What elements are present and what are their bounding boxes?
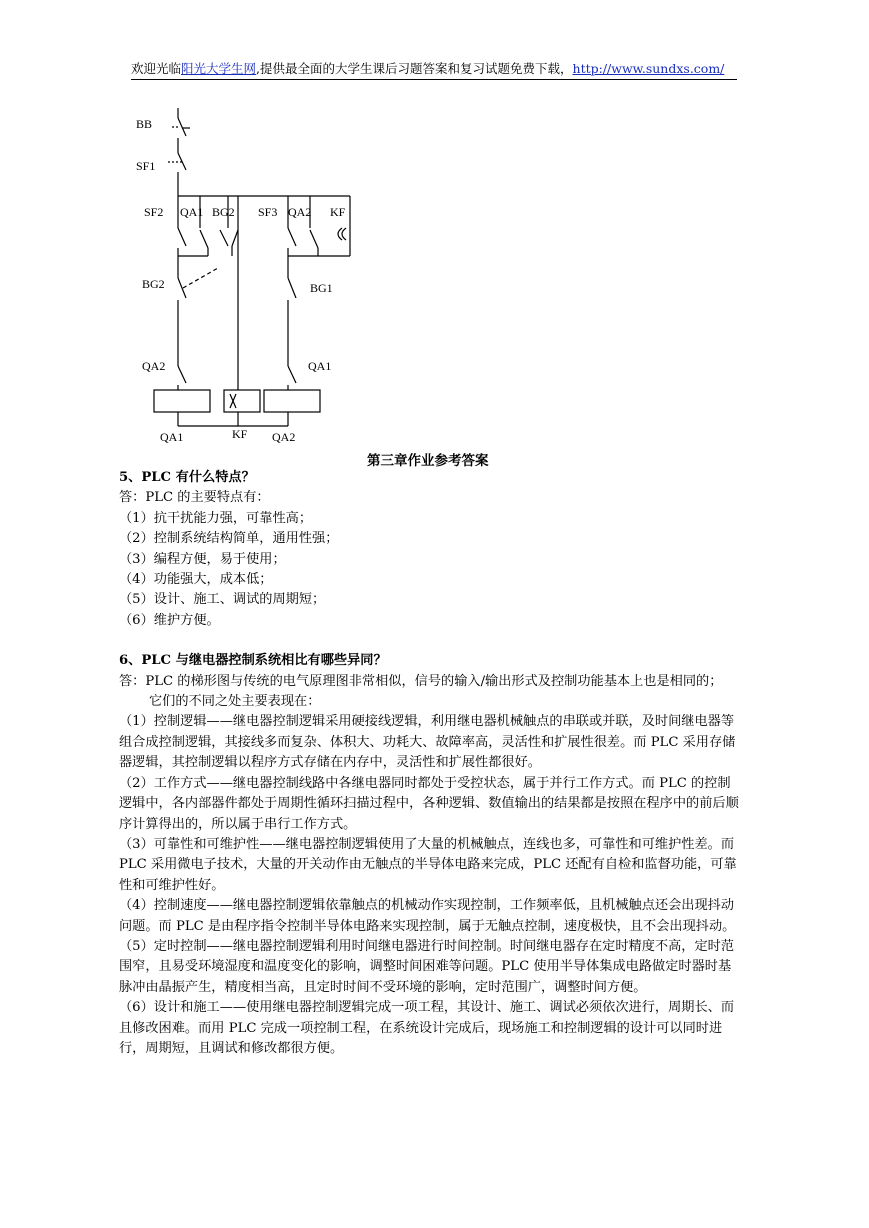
question-5: 5、PLC 有什么特点？ xyxy=(119,470,255,485)
label-bg2-mid: BG2 xyxy=(142,277,165,291)
label-bb: BB xyxy=(136,117,153,131)
site-url-link[interactable]: http://www.sundxs.com/ xyxy=(572,61,725,76)
label-bg2-top: BG2 xyxy=(212,205,235,219)
label-qa2-mid: QA2 xyxy=(142,359,166,373)
answer-5-item: （2）控制系统结构简单，通用性强； xyxy=(119,531,339,547)
label-qa1-mid: QA1 xyxy=(308,359,332,373)
answer-6-item: （4）控制速度——继电器控制逻辑依靠触点的机械动作实现控制，工作频率低，且机械触点还会出现抖动问题。而 PLC 是由程序指令控制半导体电路来实现控制，属于无触点控制，速度极快，且不会出现抖动。 xyxy=(119,898,736,934)
document-body xyxy=(119,468,739,1059)
label-qa1-bottom: QA1 xyxy=(160,430,184,444)
answer-6-item: （5）定时控制——继电器控制逻辑利用时间继电器进行时间控制。时间继电器存在定时精度不高，定时范围窄，且易受环境湿度和温度变化的影响，调整时间困难等问题。PLC 使用半导体集成电路做定时器时基脉冲由晶振产生，精度相当高，且定时时间不受环境的影响，定时范围广，调整时间方便。 xyxy=(119,938,735,995)
label-sf2: SF2 xyxy=(144,205,164,219)
answer-5-item: （1）抗干扰能力强，可靠性高； xyxy=(119,510,313,526)
label-qa1-top: QA1 xyxy=(180,205,204,219)
question-6: 6、PLC 与继电器控制系统相比有哪些异同？ xyxy=(119,653,387,669)
answer-6-item: （2）工作方式——继电器控制线路中各继电器同时都处于受控状态，属于并行工作方式。而 PLC 的控制逻辑中，各内部器件都处于周期性循环扫描过程中，各种逻辑、数值输出的结果都是按照在程序中的前后顺序计算得出的，所以属于串行工作方式。 xyxy=(119,775,739,832)
label-qa2-top: QA2 xyxy=(288,205,312,219)
label-bg1-mid: BG1 xyxy=(310,281,333,295)
label-sf1: SF1 xyxy=(136,159,156,173)
answer-5-item: （6）维护方便。 xyxy=(119,612,220,628)
answer-6-item: （1）控制逻辑——继电器控制逻辑采用硬接线逻辑，利用继电器机械触点的串联或并联，及时间继电器等组合成控制逻辑，其接线多而复杂、体积大、功耗大、故障率高，灵活性和扩展性很差。而 PLC 采用存储器逻辑，其控制逻辑以程序方式存储在内存中，灵活性和扩展性都很好。 xyxy=(119,714,736,771)
answer-5-item: （5）设计、施工、调试的周期短； xyxy=(119,592,326,608)
answer-6-item: （6）设计和施工——使用继电器控制逻辑完成一项工程，其设计、施工、调试必须依次进行，周期长、而且修改困难。而用 PLC 完成一项控制工程，在系统设计完成后，现场施工和控制逻辑的设计可以同时进行，周期短，且调试和修改都很方便。 xyxy=(119,1000,735,1056)
header-middle-text: ,提供最全面的大学生课后习题答案和复习试题免费下载， xyxy=(256,61,573,76)
answer-5-intro: 答：PLC 的主要特点有： xyxy=(119,490,270,506)
label-qa2-bottom: QA2 xyxy=(272,430,296,444)
header-welcome-text: 欢迎光临 xyxy=(131,61,182,76)
label-kf-top: KF xyxy=(330,205,346,219)
page-header xyxy=(131,61,737,80)
answer-5-item: （3）编程方便，易于使用； xyxy=(119,551,286,567)
label-kf-bottom: KF xyxy=(232,427,248,441)
answer-5-item: （4）功能强大，成本低； xyxy=(119,572,273,588)
answer-6-intro: 答：PLC 的梯形图与传统的电气原理图非常相似，信号的输入/输出形式及控制功能基本上也是相同的； xyxy=(119,673,723,689)
site-link[interactable]: 阳光大学生网 xyxy=(181,61,257,76)
chapter-title: 第三章作业参考答案 xyxy=(367,453,489,469)
answer-6-difference-intro: 它们的不同之处主要表现在： xyxy=(149,694,321,710)
label-sf3: SF3 xyxy=(258,205,278,219)
relay-circuit-diagram xyxy=(128,108,368,448)
answer-6-item: （3）可靠性和可维护性——继电器控制逻辑使用了大量的机械触点，连线也多，可靠性和可维护性差。而 PLC 采用微电子技术，大量的开关动作由无触点的半导体电路来完成，PLC 还配有自检和监督功能，可靠性和可维护性好。 xyxy=(119,836,737,893)
